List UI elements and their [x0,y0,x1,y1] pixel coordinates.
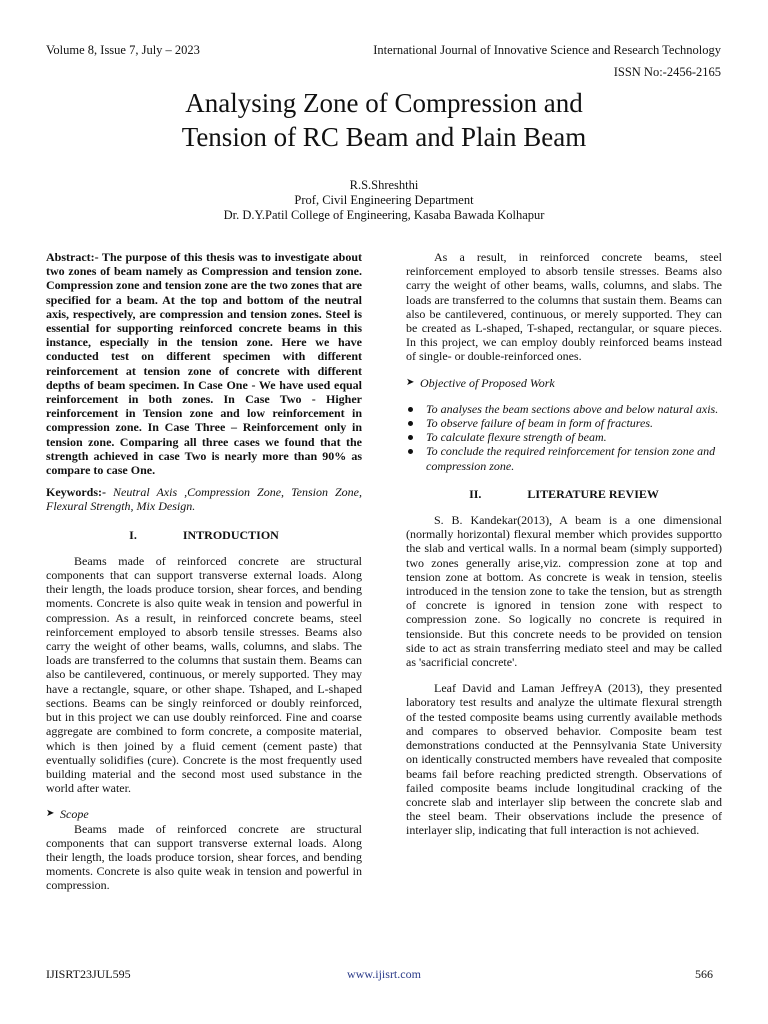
left-column [46,250,362,893]
abstract: Abstract:- The purpose of this thesis was to investigate about two zones of beam namely as Compression and tension zone. Compression zone and tension zone are the two zones that are specified for a beam. At the top and bottom of the neutral axis, respectively, are compression and tension zones. Steel is essential for supporting reinforced concrete beams in this instance, especially in the tension zone. Here we have conducted test on different specimen with different reinforcement at tension zone of concrete with different depths of beam specimen. In Case One - We have used equal reinforcement in both zones. In Case Two - Higher reinforcement in Tension zone and low reinforcement in compression zone. In Case Three – Reinforcement only in tension zone. Comparing all three cases we found that the strength achieved in case Two is nearly more than 90% as compare to case One. [46,250,362,478]
objective-heading [406,376,722,390]
author-affiliation: Dr. D.Y.Patil College of Engineering, Kasaba Bawada Kolhapur [223,208,545,222]
keywords [46,485,362,513]
list-item-text: To observe failure of beam in form of fractures. [426,416,653,431]
paper-id: IJISRT23JUL595 [46,967,131,981]
introduction-paragraph: Beams made of reinforced concrete are structural components that can support transverse external loads. Along their length, the loads produce torsion, shear forces, and bending moments. Concrete is also quite weak in tension and powerful in compression. As a result, in reinforced concrete beams, steel reinforcement employed to absorb tensile stresses. Beams also carry the weight of other beams, walls, columns, and slabs. The loads are transferred to the columns that sustain them. Beams can also be cantilevered, continuous, or merely supported. They may have a rectangle, square, or other shape. Tshaped, and L-shaped sections. Beams can be singly reinforced or doubly reinforced, but in this project we can use doubly reinforced. Fine and coarse aggregate are combined to form concrete, a composite material, which is then joined by a fluid cement (cement paste) that eventually solidifies (cure). Concrete is the most frequently used building material and the second most used substance in the world after water. [46,553,362,796]
keywords-label: Keywords:- [46,485,106,500]
scope-heading [46,807,362,821]
keywords-text: Neutral Axis ,Compression Zone, Tension Zone, Flexural Strength, Mix Design. [46,485,362,514]
list-item [406,444,722,472]
objective-title: Objective of Proposed Work [420,375,555,390]
author-name: R.S.Shreshthi [349,178,419,192]
scope-title: Scope [60,807,89,822]
list-item-text: To analyses the beam sections above and below natural axis. [426,401,719,416]
author-block [0,178,768,223]
bullet-icon [408,435,413,440]
literature-heading [406,487,722,501]
list-item [406,430,722,444]
issn: ISSN No:-2456-2165 [613,65,721,79]
introduction-heading [46,528,362,542]
paper-title [0,86,768,154]
list-item-text: To conclude the required reinforcement for tension zone and compression zone. [426,444,716,473]
list-item [406,402,722,416]
section-title: LITERATURE REVIEW [527,486,659,501]
author-position: Prof, Civil Engineering Department [294,193,474,207]
right-column [406,250,722,838]
title-line-1: Analysing Zone of Compression and [185,88,583,118]
list-item-text: To calculate flexure strength of beam. [426,430,607,445]
arrow-bullet-icon: ➤ [46,808,55,820]
bullet-icon [408,421,413,426]
section-number: II. [469,486,482,501]
bullet-icon [408,407,413,412]
literature-paragraph-1: S. B. Kandekar(2013), A beam is a one dimensional (normally horizontal) flexural member which provides supportto the slab and vertical walls. In a normal beam (simply supported) two zones generally arise,viz. compression zone at top and tension zone at bottom. As concrete is weak in tension, steelis introduced in the tension zone to take the tension, but as strength of concrete is ignored in tension zone with respect to compression zone. So logically no concrete is required in tensionside. But this concrete needs to be provided on tension side to act as strain transferring mediato steel and may be called as 'sacrificial concrete'. [406,513,722,670]
journal-name: International Journal of Innovative Science and Research Technology [373,43,721,57]
bullet-icon [408,449,413,454]
volume-info: Volume 8, Issue 7, July – 2023 [46,43,200,57]
literature-paragraph-2: Leaf David and Laman JeffreyA (2013), they presented laboratory test results and analyze the ultimate flexural strength of the tested composite beams using currently available methods and compares to observed behavior. Composite beam test demonstrations conducted at the Pennsylvania State University on identically constructed members have revealed that composite beams fail before reaching predicted strength. Observations of failed composite beams include longitudinal cracking of the concrete slab and interlayer slip between the concrete slab and the steel beam. Their observations include the presence of interlayer slip, indicating that full interaction is not achieved. [406,681,722,838]
list-item [406,416,722,430]
objective-list [406,402,722,473]
section-title: INTRODUCTION [182,527,279,542]
scope-paragraph: Beams made of reinforced concrete are structural components that can support transverse external loads. Along their length, the loads produce torsion, shear forces, and bending moments. Concrete is also quite weak in tension and powerful in compression. [46,821,362,893]
journal-url-link[interactable]: www.ijisrt.com [347,967,421,981]
section-number: I. [129,527,137,542]
arrow-bullet-icon: ➤ [406,376,415,388]
right-intro-paragraph: As a result, in reinforced concrete beams, steel reinforcement employed to absorb tensile stresses. Beams also carry the weight of other beams, walls, columns, and slabs. The loads are transferred to the columns that sustain them. Beams can also be cantilevered, continuous, or merely supported. They can be created as L-shaped, T-shaped, rectangular, or square pieces. In this project, we can employ doubly reinforced beams instead of single- or double-reinforced ones. [406,250,722,364]
page-number: 566 [695,967,713,981]
title-line-2: Tension of RC Beam and Plain Beam [181,122,587,152]
